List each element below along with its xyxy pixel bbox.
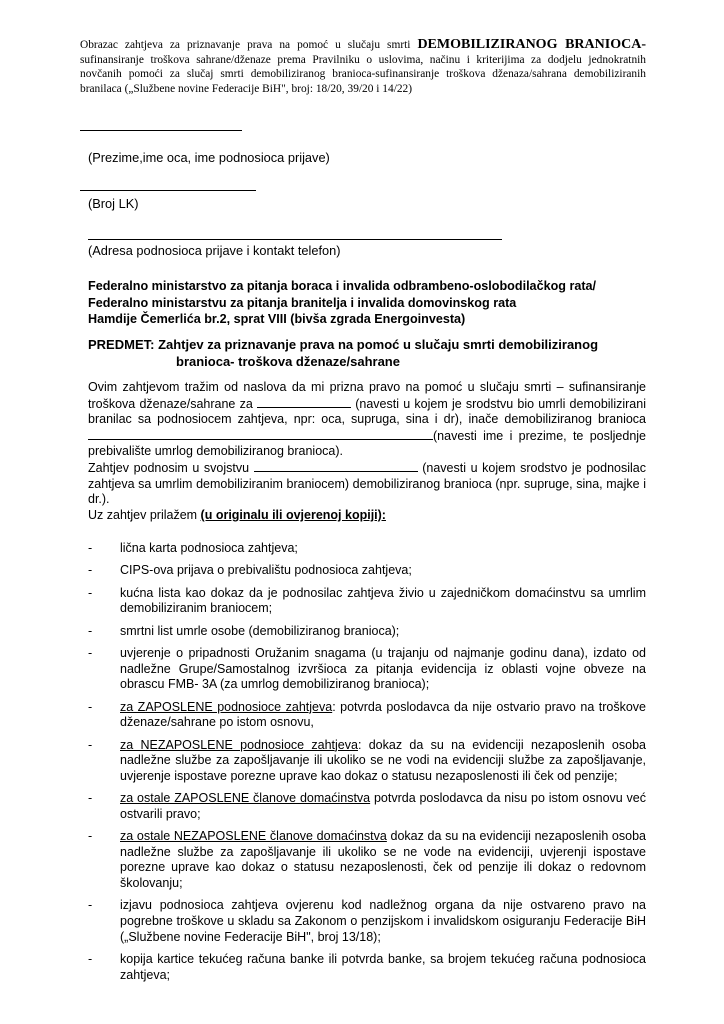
request-paragraph-2 xyxy=(88,460,646,508)
list-item xyxy=(88,646,646,693)
deceased-name-blank[interactable] xyxy=(88,428,433,440)
list-item-text: potvrda poslodavca da nisu po istom osnovu već ostvarili pravo; xyxy=(120,791,647,821)
list-dash: - xyxy=(88,898,93,913)
list-item xyxy=(88,791,646,822)
name-input-line[interactable] xyxy=(80,130,242,131)
subject-prefix: PREDMET: xyxy=(88,337,155,352)
list-item xyxy=(88,624,646,640)
list-dash: - xyxy=(88,699,93,714)
request-body xyxy=(88,380,646,523)
list-item-underlined: za ostale NEZAPOSLENE članove domaćinstva xyxy=(120,829,387,844)
list-dash: - xyxy=(88,585,93,600)
header-regulation: sufinansiranje troškova sahrane/dženaze prema Pravilniku o uslovima, načinu i kriterijima za dodjelu jednokratnih novčanih pomoći za slučaj smrti demobiliziranog branioca-sufinansiranje troškova dženaza/sahrana demobiliziranih branilaca („Službene novine Federacije BiH", broj: 18/20, 39/20 i 14/22) xyxy=(80,53,646,95)
list-dash: - xyxy=(88,791,93,806)
address-input-line[interactable] xyxy=(88,239,502,240)
address-field-label: (Adresa podnosioca prijave i kontakt telefon) xyxy=(88,243,341,258)
list-dash: - xyxy=(88,737,93,752)
header-intro: Obrazac zahtjeva za priznavanje prava na pomoć u slučaju smrti xyxy=(80,39,418,51)
list-item xyxy=(88,898,646,945)
list-item-underlined: za ZAPOSLENE podnosioce zahtjeva xyxy=(120,699,333,714)
list-item xyxy=(88,829,646,891)
ministry-line-3: Hamdije Čemerlića br.2, sprat VIII (bivša zgrada Energoinvesta) xyxy=(88,312,466,327)
list-item-text: : potvrda poslodavca da nije ostvario pravo na troškove dženaze/sahrane po istom osnovu, xyxy=(120,699,646,730)
name-field-label: (Prezime,ime oca, ime podnosioca prijave) xyxy=(88,150,330,165)
request-paragraph-1 xyxy=(88,380,646,460)
list-dash: - xyxy=(88,563,93,578)
p3-text-a: Uz zahtjev prilažem xyxy=(88,507,201,522)
list-item-text: dokaz da su na evidenciji nezaposlenih osoba nadležne službe za zapošljavanje ili ukoliko se ne vode na evidenciji, uvjerenji ispostave porezne uprave kao dokaz o statusu nezaposlenosti, ček od penzije ili dokaz o redovnom školovanju; xyxy=(120,829,646,891)
list-item xyxy=(88,700,646,731)
attachment-list xyxy=(88,541,646,990)
subject-block xyxy=(88,336,648,370)
p2-text-b: (navesti u kojem srodstvo je podnosilac zahtjeva sa umrlim demobiliziranim braniocem) demobiliziranog branioca (npr. supruge, sina, majke i dr.). xyxy=(88,460,646,507)
ministry-line-2: Federalno ministarstvu za pitanja branitelja i invalida domovinskog rata xyxy=(88,295,517,310)
list-item xyxy=(88,738,646,785)
list-item-text: CIPS-ova prijava o prebivalištu podnosioca zahtjeva; xyxy=(120,563,412,578)
list-item-text: kopija kartice tekućeg računa banke ili potvrda banke, sa brojem tekućeg računa podnosioca zahtjeva; xyxy=(120,952,646,982)
list-item xyxy=(88,952,646,983)
header-title: DEMOBILIZIRANOG BRANIOCA- xyxy=(417,37,646,52)
list-item-text: lična karta podnosioca zahtjeva; xyxy=(120,541,298,555)
subject-line-2: branioca- troškova dženaze/sahrane xyxy=(176,354,400,369)
list-item xyxy=(88,563,646,579)
p1-text-a: Ovim zahtjevom tražim od naslova da mi prizna pravo na pomoć u slučaju smrti – sufinansiranje troškova dženaze/sahrane za xyxy=(88,380,646,411)
p1-text-c: (navesti ime i prezime, te posljednje prebivalište umrlog demobiliziranog branioca). xyxy=(88,428,646,459)
p1-text-b: (navesti u kojem je srodstvu bio umrli demobilizirani branilac sa podnosiocem zahtjeva, npr: oca, supruga, sina i dr), inače demobiliziranog branioca xyxy=(88,396,646,427)
list-item xyxy=(88,586,646,617)
list-item-underlined: za NEZAPOSLENE podnosioce zahtjeva xyxy=(120,737,358,752)
p3-text-b: (u originalu ili ovjerenoj kopiji): xyxy=(200,507,386,522)
list-item-text: izjavu podnosioca zahtjeva ovjerenu kod nadležnog organa da nije ostvareno pravo na pogrebne troškove u skladu sa Zakonom o penzijskom i invalidskom osiguranju Federacije BiH („Službene novine Federacije BiH", broj 13/18); xyxy=(120,898,646,944)
id-input-line[interactable] xyxy=(80,190,256,191)
ministry-line-1: Federalno ministarstvo za pitanja boraca i invalida odbrambeno-oslobodilačkog rata/ xyxy=(88,279,597,293)
relation-deceased-blank[interactable] xyxy=(257,396,351,408)
form-header xyxy=(80,38,646,96)
request-paragraph-3 xyxy=(88,508,646,524)
list-item-text: uvjerenje o pripadnosti Oružanim snagama (u trajanju od najmanje godinu dana), izdato od nadležne Grupe/Samostalnog izvršioca za pitanja evidencija iz oblasti vojne obveze na obrascu FMB- 3A (za umrlog demobiliziranog branioca); xyxy=(120,646,646,692)
p2-text-a: Zahtjev podnosim u svojstvu xyxy=(88,460,254,475)
list-dash: - xyxy=(88,623,93,638)
list-item-text: kućna lista kao dokaz da je podnosilac zahtjeva živio u zajedničkom domaćinstvu sa umrlim demobiliziranim braniocem; xyxy=(120,585,646,616)
list-item-underlined: za ostale ZAPOSLENE članove domaćinstva xyxy=(120,791,371,806)
capacity-blank[interactable] xyxy=(254,460,418,472)
list-item xyxy=(88,541,646,557)
subject-line-1: Zahtjev za priznavanje prava na pomoć u slučaju smrti demobiliziranog xyxy=(154,337,599,352)
id-field-label: (Broj LK) xyxy=(88,196,139,211)
list-dash: - xyxy=(88,952,93,967)
list-dash: - xyxy=(88,541,93,555)
list-item-text: : dokaz da su na evidenciji nezaposlenih osoba nadležne službe za zapošljavanje ili ukoliko se ne vodi na evidenciji službe za zapošljavanje, uvjerenje ispostave porezne uprave kao dokaz o statusu nezaposlenosti ili ček od penzije; xyxy=(120,737,646,783)
list-dash: - xyxy=(88,829,93,844)
ministry-address xyxy=(88,278,648,328)
list-dash: - xyxy=(88,646,93,661)
list-item-text: smrtni list umrle osobe (demobiliziranog branioca); xyxy=(120,623,400,638)
